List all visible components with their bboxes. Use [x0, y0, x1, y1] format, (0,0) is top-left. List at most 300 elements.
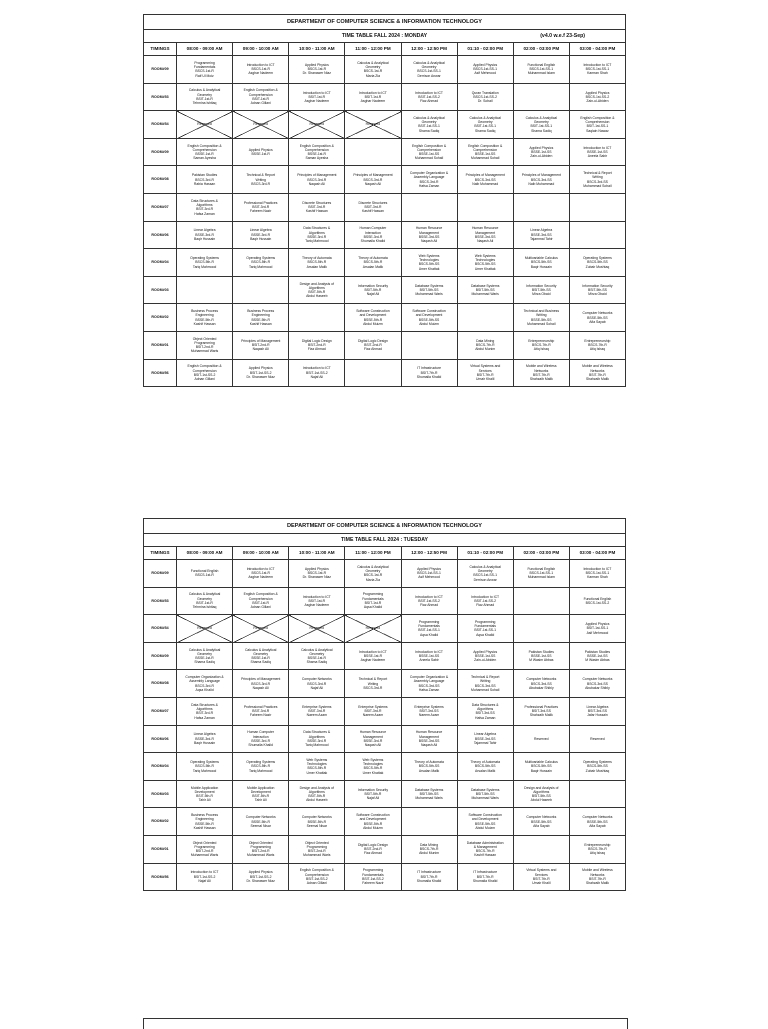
slot-text: Reserved	[309, 626, 325, 631]
class-slot	[177, 670, 233, 698]
class-slot	[513, 111, 569, 139]
slot-text: Linear Algebra BSSE-3rd-SS Tajammal Tahir	[529, 228, 553, 241]
slot-text: Business Process Engineering BSSE-5th-R Kashif Hassan	[191, 813, 219, 830]
class-slot	[289, 359, 345, 387]
table-row	[144, 725, 626, 753]
class-slot	[569, 835, 625, 863]
class-slot	[177, 863, 233, 891]
class-slot	[345, 753, 401, 781]
class-slot	[233, 304, 289, 332]
class-slot	[513, 304, 569, 332]
slot-text: Mobile and Wireless Networks BSIT-7th-R Shahzaib Malik	[526, 364, 557, 382]
class-slot	[289, 725, 345, 753]
class-slot	[457, 331, 513, 359]
class-slot	[177, 221, 233, 249]
timetable-title: TIME TABLE FALL 2024 : MONDAY (v4.0 w.e.f 23-Sep)	[144, 30, 626, 43]
slot-text: Computer Networks BSSE-5th-R Seemal Nisar	[301, 815, 332, 828]
class-slot	[177, 753, 233, 781]
class-slot	[233, 753, 289, 781]
slot-text: Software Construction and Development BSSE-5th-R Abdul Muizm	[356, 309, 390, 326]
class-slot	[513, 670, 569, 698]
slot-text: English Composition & Comprehension BSSE-1st-SS Muhammad Sohail	[468, 143, 503, 161]
empty-slot	[513, 587, 569, 615]
class-slot	[177, 359, 233, 387]
class-slot	[233, 56, 289, 84]
slot-text: Functional English BSCS-1st-SS-1 Muhammad Islam	[527, 566, 556, 580]
class-slot	[345, 670, 401, 698]
class-slot	[513, 221, 569, 249]
slot-text: Professional Practices BSIT-3rd-R Faheem Nazir	[243, 704, 278, 718]
class-slot	[569, 304, 625, 332]
timetable-body	[144, 56, 626, 387]
room-label: ROOM#53	[144, 83, 177, 111]
slot-text: Applied Physics BSCS-1st-SS-1 Asif Mehmood	[473, 62, 498, 76]
slot-text: Mobile and Wireless Networks BSIT-7th-R Shahzaib Malik	[582, 364, 613, 382]
class-slot	[233, 808, 289, 836]
class-slot	[345, 587, 401, 615]
class-slot	[177, 808, 233, 836]
class-slot	[401, 835, 457, 863]
time-slot-header: 11:00 - 12:00 PM	[345, 547, 401, 560]
reserved-slot	[345, 111, 401, 139]
class-slot	[233, 359, 289, 387]
slot-text: Human Computer Interaction BSSE-3rd-R Shumaila Khalid	[359, 226, 387, 244]
class-slot	[401, 642, 457, 670]
slot-text: Pakistan Studies BSCS-3rd-R Rabia Hassan	[191, 173, 218, 186]
slot-text: Applied Physics BSCS-1st-SS-1 Asif Mehmood	[417, 566, 442, 580]
class-slot	[233, 83, 289, 111]
class-slot	[569, 587, 625, 615]
class-slot	[177, 166, 233, 194]
slot-text: Introduction to ICT BSIT-1st-SS-2 Fiaz Ahmad	[415, 594, 444, 608]
slot-text: IT Infrastructure BSIT-7th-R Shumaila Khalid	[416, 366, 442, 379]
table-row	[144, 670, 626, 698]
slot-text: Data Structures & Algorithms BSSE-3rd-R Tariq Mahmood	[303, 226, 331, 244]
class-slot	[457, 276, 513, 304]
slot-text: Functional English BSCS-1st-R	[190, 569, 219, 578]
slot-text: Introduction to ICT BSIT-1st-SS-2 Najaf Ali	[190, 870, 219, 883]
slot-text: English Composition & Comprehension BSIT-1st-R Adnan Gillani	[243, 88, 278, 106]
slot-text: Introduction to ICT BSIT-1st-R Asghar Nadeem	[358, 90, 387, 104]
class-slot	[569, 725, 625, 753]
empty-slot	[401, 193, 457, 221]
time-slot-header: 10:00 - 11:00 AM	[289, 547, 345, 560]
class-slot	[569, 359, 625, 387]
time-slot-header: 03:00 - 04:00 PM	[569, 547, 625, 560]
reserved-slot	[289, 615, 345, 643]
class-slot	[289, 138, 345, 166]
slot-text: Object Oriented Programming BSIT-2nd-R Muhammad Waris	[190, 336, 219, 354]
empty-slot	[513, 193, 569, 221]
class-slot	[513, 560, 569, 588]
slot-text: Linear Algebra BSSE-3rd-R Baqir Hussain	[193, 228, 216, 241]
empty-slot	[345, 359, 401, 387]
slot-text: English Composition & Comprehension BSSE-1st-SS Muhammad Sohail	[412, 143, 447, 161]
slot-text: Applied Physics BSCS-1st-SS-2 Zain-ul-Abiden	[585, 90, 610, 104]
slot-text: Linear Algebra BSSE-3rd-R Baqir Hussain	[249, 228, 272, 241]
slot-text: Reserved	[197, 122, 212, 127]
timing-header-row	[144, 547, 626, 560]
room-label: ROOM#09	[144, 642, 177, 670]
class-slot	[233, 780, 289, 808]
empty-slot	[289, 304, 345, 332]
class-slot	[569, 808, 625, 836]
slot-text: Programming Fundamentals BSIT-1st-R Aqsa Khalid	[362, 592, 384, 610]
class-slot	[177, 835, 233, 863]
slot-text: Introduction to ICT BSIT-1st-SS-2 Fiaz Ahmad	[415, 90, 444, 104]
class-slot	[345, 835, 401, 863]
slot-text: Operating Systems BSCS-5th-R Tariq Mahmood	[190, 760, 219, 773]
slot-text: Calculus & Analytical Geometry BSSE-1st-R Shama Sadiq	[244, 647, 277, 665]
table-row	[144, 249, 626, 277]
slot-text: Human Resource Management BSSE-3rd-R Naqash Ali	[359, 730, 387, 748]
slot-text: Programming Fundamentals BSIT-1st-SS-2 Faheem Nazir	[362, 868, 384, 886]
slot-text: Technical & Report Writing BSCS-3rd-SS Muhammad Sohail	[583, 171, 612, 188]
slot-text: English Composition & Comprehension BSIT-1st-R Adnan Gillani	[243, 592, 278, 610]
slot-text: Enterprise Systems BSIT-3rd-R Naeem Azam	[302, 704, 332, 718]
room-label: ROOM#06	[144, 725, 177, 753]
slot-text: Introduction to ICT BSIT-1st-R Asghar Nadeem	[302, 90, 331, 104]
slot-text: Entrepreneurship BSCS-7th-R Atiq Ishaq	[528, 338, 555, 352]
class-slot	[289, 560, 345, 588]
slot-text: Data Structures & Algorithms BSIT-3rd-R Hafsa Zaman	[191, 198, 218, 216]
slot-text: Design and Analysis of Algorithms BSIT-5th-R Abdul Haseeb	[299, 281, 334, 299]
slot-text: Web Systems Technologies BSCS-5th-R Umer Khattak	[306, 757, 328, 775]
empty-slot	[345, 138, 401, 166]
slot-text: Business Process Engineering BSSE-5th-R Kashif Hassan	[247, 309, 275, 326]
monday-timetable	[143, 14, 626, 387]
table-row	[144, 276, 626, 304]
slot-text: Entrepreneurship BSCS-7th-R Atiq Ishaq	[584, 338, 611, 352]
room-label: ROOM#07	[144, 697, 177, 725]
class-slot	[345, 780, 401, 808]
slot-text: Reserved	[253, 122, 268, 127]
class-slot	[345, 83, 401, 111]
slot-text: Principles of Management BSCS-3rd-SS Naib Muhammad	[521, 173, 561, 186]
class-slot	[401, 697, 457, 725]
slot-text: Calculus & Analytical Geometry BSCS-1st-R Maria Zia	[357, 60, 389, 78]
slot-text: Mobile and Wireless Networks BSIT-7th-R Shahzaib Malik	[582, 868, 613, 886]
slot-text: Computer Networks BSCS-3rd-R Najaf Ali	[301, 677, 332, 690]
slot-text: Calculus & Analytical Geometry BSIT-1st-R Tehmina Ishtiaq	[188, 592, 221, 610]
slot-text: Applied Physics BSIT-1st-SS-1 Asif Mehmood	[585, 622, 610, 635]
slot-text: Data Mining BSCS-7th-R Abdul Munim	[475, 338, 496, 352]
slot-text: Virtual Systems and Services BSIT-7th-R Umair Khalil	[526, 868, 557, 886]
slot-text: Reserved	[197, 626, 212, 631]
table-row	[144, 753, 626, 781]
slot-text: Principles of Management BSCS-3rd-R Naqash Ali	[241, 677, 281, 690]
table-row	[144, 221, 626, 249]
room-label: ROOM#54	[144, 615, 177, 643]
class-slot	[289, 670, 345, 698]
slot-text: Enterprise Systems BSIT-3rd-SS Naeem Azam	[414, 704, 444, 718]
slot-text: Principles of Management BSCS-3rd-R Naqash Ali	[353, 173, 393, 186]
slot-text: Operating Systems BSCS-5th-SS Zubair Mushtaq	[583, 256, 612, 269]
time-slot-header: 08:00 - 09:00 AM	[177, 43, 233, 56]
class-slot	[289, 808, 345, 836]
room-label: ROOM#53	[144, 587, 177, 615]
slot-text: Object Oriented Programming BSIT-2nd-R Muhammad Waris	[190, 840, 219, 858]
slot-text: Technical and Business Writing BSSE-5th-SS Muhammad Sohail	[523, 309, 560, 326]
class-slot	[569, 560, 625, 588]
slot-text: Information Security BSIT-5th-R Najaf Ali	[357, 787, 389, 801]
slot-text: Data Structures & Algorithms BSIT-3rd-SS Hafsa Zaman	[471, 702, 499, 720]
class-slot	[345, 863, 401, 891]
slot-text: Principles of Management BSCS-3rd-SS Naib Muhammad	[465, 173, 505, 186]
slot-text: Information Security BSIT-5th-R Najaf Ali	[357, 283, 389, 297]
slot-text: Introduction to ICT BSCS-1st-SS-1 Kamran Shah	[583, 62, 612, 76]
class-slot	[513, 138, 569, 166]
class-slot	[513, 725, 569, 753]
slot-text: Operating Systems BSCS-5th-R Tariq Mahmood	[190, 256, 219, 269]
slot-text: Technical & Report Writing BSCS-3rd-R	[358, 677, 388, 690]
slot-text: Operating Systems BSCS-5th-R Tariq Mahmood	[246, 760, 276, 773]
table-row	[144, 615, 626, 643]
slot-text: Introduction to ICT BSSE-1st-SS Aneela Sabir	[415, 649, 444, 663]
empty-slot	[177, 276, 233, 304]
empty-slot	[401, 808, 457, 836]
slot-text: English Composition & Comprehension BSIT-1st-SS-1 Saqlain Nawaz	[580, 115, 615, 133]
class-slot	[233, 863, 289, 891]
class-slot	[457, 111, 513, 139]
class-slot	[401, 753, 457, 781]
room-label: ROOM#02	[144, 808, 177, 836]
time-slot-header: 12:00 - 12:50 PM	[401, 43, 457, 56]
table-row	[144, 560, 626, 588]
table-row	[144, 587, 626, 615]
reserved-slot	[233, 615, 289, 643]
class-slot	[289, 863, 345, 891]
slot-text: Technical & Report Writing BSCS-3rd-R	[246, 173, 275, 186]
class-slot	[289, 83, 345, 111]
slot-text: Discrete Structures BSIT-3rd-R Kashif Hassan	[358, 200, 388, 214]
slot-text: Computer Networks BSSE-5th-SS Afia Sayab	[526, 815, 557, 828]
slot-text: Applied Physics BSIT-1st-SS-2 Dr. Shanawer Niaz	[246, 366, 275, 379]
slot-text: Linear Algebra BSSE-3rd-SS Tajammal Tahir	[473, 732, 497, 745]
slot-text: Applied Physics BSIT-1st-SS-2 Dr. Shanawer Niaz	[246, 870, 275, 883]
class-slot	[233, 193, 289, 221]
slot-text: Introduction to ICT BSIT-1st-R Asghar Nadeem	[302, 594, 331, 608]
slot-text: Applied Physics BSCS-1st-R Dr. Shanawer Niaz	[302, 566, 331, 580]
class-slot	[345, 808, 401, 836]
room-label: ROOM#56	[144, 359, 177, 387]
class-slot	[457, 359, 513, 387]
slot-text: Programming Fundamentals BSCS-1st-R Raif Ul Moiz	[193, 60, 216, 78]
slot-text: Web Systems Technologies BSCS-5th-SS Umer Khattak	[418, 253, 440, 271]
class-slot	[569, 83, 625, 111]
class-slot	[401, 249, 457, 277]
class-slot	[401, 111, 457, 139]
slot-text: Programming Fundamentals BSIT-1st-SS-1 Aqsa Khalid	[474, 619, 497, 637]
table-row	[144, 331, 626, 359]
class-slot	[289, 276, 345, 304]
slot-text: Calculus & Analytical Geometry BSIT-1st-SS-1 Shama Sadiq	[413, 115, 445, 133]
slot-text: Computer Networks BSCS-3rd-SS Abubakar Shibly	[526, 677, 557, 690]
class-slot	[569, 753, 625, 781]
slot-text: Design and Analysis of Algorithms BSIT-5th-R Abdul Haseeb	[299, 785, 334, 803]
room-label: ROOM#54	[144, 111, 177, 139]
class-slot	[289, 166, 345, 194]
class-slot	[345, 725, 401, 753]
time-slot-header: 10:00 - 11:00 AM	[289, 43, 345, 56]
reserved-slot	[289, 111, 345, 139]
class-slot	[457, 697, 513, 725]
class-slot	[513, 249, 569, 277]
class-slot	[289, 642, 345, 670]
slot-text: Reserved	[534, 736, 549, 741]
class-slot	[457, 835, 513, 863]
slot-text: Multivariable Calculus BSCS-5th-SS Baqir Hussain	[524, 256, 558, 269]
slot-text: Programming Fundamentals BSIT-1st-SS-1 Aqsa Khalid	[418, 619, 440, 637]
class-slot	[345, 276, 401, 304]
class-slot	[177, 642, 233, 670]
slot-text: Virtual Systems and Services BSIT-7th-R Umair Khalil	[470, 364, 501, 382]
timetable-title: TIME TABLE FALL 2024 : TUESDAY	[144, 534, 626, 547]
slot-text: Computer Organization & Assembly Language BSCS-3rd-SS Hafsa Zaman	[409, 675, 449, 692]
class-slot	[457, 166, 513, 194]
slot-text: English Composition & Comprehension BSIT-1st-SS-2 Adnan Gillani	[299, 868, 334, 886]
reserved-slot	[177, 111, 233, 139]
room-label: ROOM#08	[144, 670, 177, 698]
slot-text: Calculus & Analytical Geometry BSCS-1st-SS-1 Derrison Anwar	[413, 60, 445, 78]
room-label: ROOM#09	[144, 560, 177, 588]
class-slot	[513, 697, 569, 725]
table-row	[144, 863, 626, 891]
slot-text: Data Mining BSCS-7th-R Abdul Munim	[419, 842, 439, 856]
time-slot-header: 09:00 - 10:00 AM	[233, 547, 289, 560]
class-slot	[401, 587, 457, 615]
room-label: ROOM#09	[144, 138, 177, 166]
empty-slot	[569, 780, 625, 808]
class-slot	[401, 221, 457, 249]
slot-text: Information Security BSIT-5th-SS Mirza Obaid	[582, 283, 613, 297]
class-slot	[289, 193, 345, 221]
version-label: (v4.0 w.e.f 23-Sep)	[540, 33, 585, 39]
slot-text: Operating Systems BSCS-5th-SS Zubair Mushtaq	[583, 760, 612, 773]
class-slot	[177, 587, 233, 615]
slot-text: Software Construction and Development BSSE-5th-SS Abdul Muizm	[468, 813, 502, 830]
table-row	[144, 138, 626, 166]
slot-text: Introduction to ICT BSSE-1st-SS Aneela Sabir	[583, 145, 612, 159]
class-slot	[401, 138, 457, 166]
slot-text: Introduction to ICT BSIT-1st-SS-2 Fiaz Ahmad	[471, 594, 500, 608]
class-slot	[233, 166, 289, 194]
class-slot	[513, 753, 569, 781]
class-slot	[289, 331, 345, 359]
slot-text: Information Security BSIT-5th-SS Mirza Obaid	[526, 283, 557, 297]
table-row	[144, 193, 626, 221]
slot-text: Web Systems Technologies BSCS-5th-SS Umer Khattak	[474, 253, 496, 271]
slot-text: Object Oriented Programming BSIT-2nd-R Muhammad Waris	[246, 840, 275, 858]
room-label: ROOM#03	[144, 780, 177, 808]
room-label: ROOM#04	[144, 249, 177, 277]
department-title: DEPARTMENT OF COMPUTER SCIENCE & INFORMATION TECHNOLOGY	[144, 15, 626, 30]
class-slot	[233, 725, 289, 753]
slot-text: Calculus & Analytical Geometry BSSE-1st-R Shama Sadiq	[188, 647, 221, 665]
empty-slot	[401, 331, 457, 359]
department-title: DEPARTMENT OF COMPUTER SCIENCE & INFORMATION TECHNOLOGY	[144, 519, 626, 534]
slot-text: Database Systems BSIT-5th-SS Muhammad Waris	[470, 787, 500, 801]
slot-text: Mobile Application Development BSIT-5th-R Tahir Ali	[190, 785, 219, 803]
slot-text: English Composition & Comprehension BSSE-1st-R Saman Ayesha	[187, 143, 222, 161]
class-slot	[513, 56, 569, 84]
class-slot	[457, 670, 513, 698]
class-slot	[401, 166, 457, 194]
class-slot	[401, 560, 457, 588]
slot-text: Data Structures & Algorithms BSIT-3rd-R Hafsa Zaman	[191, 702, 218, 720]
class-slot	[569, 249, 625, 277]
class-slot	[233, 249, 289, 277]
slot-text: Reserved	[590, 736, 605, 741]
slot-text: Mobile Application Development BSIT-5th-R Tahir Ali	[247, 785, 275, 803]
slot-text: Human Resource Management BSSE-3rd-SS Naqash Ali	[415, 226, 443, 244]
slot-text: Entrepreneurship BSCS-7th-R Atiq Ishaq	[584, 842, 611, 856]
room-label: ROOM#01	[144, 331, 177, 359]
class-slot	[345, 166, 401, 194]
class-slot	[177, 56, 233, 84]
class-slot	[177, 193, 233, 221]
class-slot	[401, 863, 457, 891]
empty-slot	[233, 276, 289, 304]
slot-text: Computer Organization & Assembly Language BSCS-3rd-R Aqsa Khalid	[185, 675, 224, 692]
slot-text: Reserved	[365, 122, 381, 127]
class-slot	[177, 83, 233, 111]
class-slot	[457, 615, 513, 643]
slot-text: Calculus & Analytical Geometry BSCS-1st-SS-1 Derrison Anwar	[469, 564, 501, 582]
class-slot	[569, 697, 625, 725]
slot-text: Computer Organization & Assembly Language BSCS-3rd-R Hafsa Zaman	[409, 171, 449, 188]
slot-text: IT Infrastructure BSIT-7th-R Shumaila Khalid	[472, 870, 498, 883]
class-slot	[289, 221, 345, 249]
reserved-slot	[233, 111, 289, 139]
slot-text: Operating Systems BSCS-5th-R Tariq Mahmood	[246, 256, 276, 269]
empty-slot	[513, 615, 569, 643]
slot-text: Technical & Report Writing BSCS-3rd-SS Muhammad Sohail	[470, 675, 500, 692]
class-slot	[177, 725, 233, 753]
slot-text: Database Systems BSIT-5th-SS Muhammad Waris	[470, 283, 500, 297]
class-slot	[345, 560, 401, 588]
class-slot	[457, 56, 513, 84]
class-slot	[289, 249, 345, 277]
reserved-slot	[177, 615, 233, 643]
time-slot-header: 12:00 - 12:50 PM	[401, 547, 457, 560]
class-slot	[345, 304, 401, 332]
slot-text: Calculus & Analytical Geometry BSIT-1st-R Tehmina Ishtiaq	[188, 88, 221, 106]
class-slot	[401, 725, 457, 753]
slot-text: Theory of Automata BSCS-5th-SS Arsalan Malik	[470, 760, 500, 773]
class-slot	[513, 780, 569, 808]
time-slot-header: 08:00 - 09:00 AM	[177, 547, 233, 560]
table-row	[144, 83, 626, 111]
class-slot	[289, 780, 345, 808]
class-slot	[457, 725, 513, 753]
slot-text: Principles of Management BSCS-3rd-R Naqash Ali	[297, 173, 337, 186]
class-slot	[233, 331, 289, 359]
slot-text: Applied Physics BSSE-1st-SS Zain-ul-Abiden	[529, 145, 554, 159]
class-slot	[233, 560, 289, 588]
tuesday-timetable	[143, 518, 626, 891]
empty-slot	[457, 193, 513, 221]
class-slot	[345, 56, 401, 84]
class-slot	[457, 808, 513, 836]
slot-text: Object Oriented Programming BSIT-2nd-R Muhammad Waris	[303, 840, 331, 858]
slot-text: Theory of Automata BSCS-5th-R Arsalan Malik	[358, 256, 388, 269]
class-slot	[345, 193, 401, 221]
slot-text: English Composition & Comprehension BSIT-1st-SS-2 Adnan Gillani	[187, 364, 222, 382]
slot-text: Computer Networks BSSE-5th-R Seemal Nisar	[245, 815, 276, 828]
empty-slot	[569, 193, 625, 221]
class-slot	[233, 221, 289, 249]
